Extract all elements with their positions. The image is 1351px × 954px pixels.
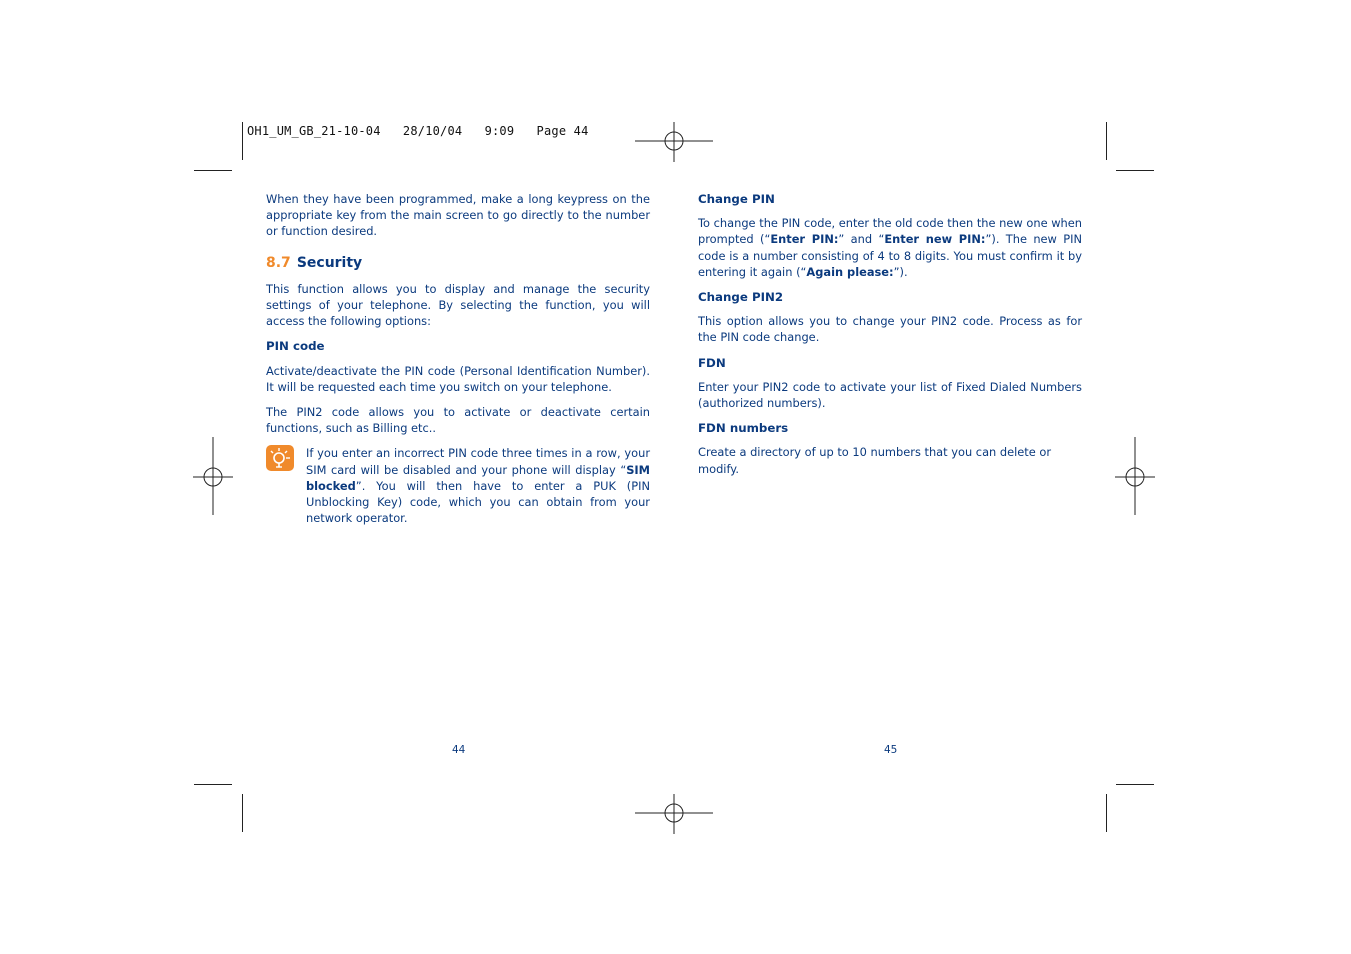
section-intro: This function allows you to display and manage the security settings of your telephone. By selecting the function, you will access the following options:	[266, 281, 650, 329]
left-page-column	[266, 191, 650, 526]
note-text: If you enter an incorrect PIN code three times in a row, your SIM card will be disabled and your phone will display “SIM blocked”. You will then have to enter a PUK (PIN Unblocking Key) code, which you can obtain from your network operator.	[306, 446, 650, 526]
crop-mark	[1116, 170, 1154, 171]
fdn-paragraph: Enter your PIN2 code to activate your list of Fixed Dialed Numbers (authorized numbers).	[698, 379, 1082, 411]
crop-mark	[242, 794, 243, 832]
registration-mark-left	[193, 437, 233, 517]
warning-note	[266, 445, 650, 526]
crop-mark	[194, 784, 232, 785]
change-pin2-paragraph: This option allows you to change your PIN2 code. Process as for the PIN code change.	[698, 314, 1082, 345]
lightbulb-icon	[266, 445, 294, 471]
print-slug: OH1_UM_GB_21-10-04 28/10/04 9:09 Page 44	[247, 124, 589, 138]
section-title: Security	[296, 254, 363, 271]
page-number-left: 44	[452, 744, 466, 756]
change-pin-paragraph: To change the PIN code, enter the old code then the new one when prompted (“Enter PIN:” and “Enter new PIN:”). The new PIN code is a number consisting of 4 to 8 digits. You must confirm it by entering it again (“Again please:”).	[698, 216, 1082, 279]
crop-mark	[242, 122, 243, 160]
fdn-numbers-paragraph: Create a directory of up to 10 numbers that you can delete or modify.	[698, 445, 1052, 476]
intro-paragraph: When they have been programmed, make a long keypress on the appropriate key from the main screen to go directly to the number or function desired.	[266, 192, 650, 239]
page-number-right: 45	[884, 744, 898, 756]
registration-mark-top	[635, 122, 715, 162]
fdn-numbers-heading: FDN numbers	[698, 421, 789, 436]
change-pin-heading: Change PIN	[698, 192, 775, 206]
crop-mark	[1106, 122, 1107, 160]
pin2-paragraph: The PIN2 code allows you to activate or deactivate certain functions, such as Billing etc..	[266, 405, 650, 436]
crop-mark	[1106, 794, 1107, 832]
section-number: 8.7	[266, 254, 291, 271]
registration-mark-bottom	[635, 794, 715, 834]
crop-mark	[194, 170, 232, 171]
right-page-column	[698, 191, 1082, 477]
pin-code-paragraph: Activate/deactivate the PIN code (Personal Identification Number). It will be requested each time you switch on your telephone.	[266, 363, 650, 394]
section-heading	[266, 255, 650, 271]
change-pin2-heading: Change PIN2	[698, 290, 784, 305]
fdn-heading: FDN	[698, 355, 726, 370]
registration-mark-right	[1115, 437, 1155, 517]
crop-mark	[1116, 784, 1154, 785]
pin-code-heading: PIN code	[266, 339, 325, 354]
